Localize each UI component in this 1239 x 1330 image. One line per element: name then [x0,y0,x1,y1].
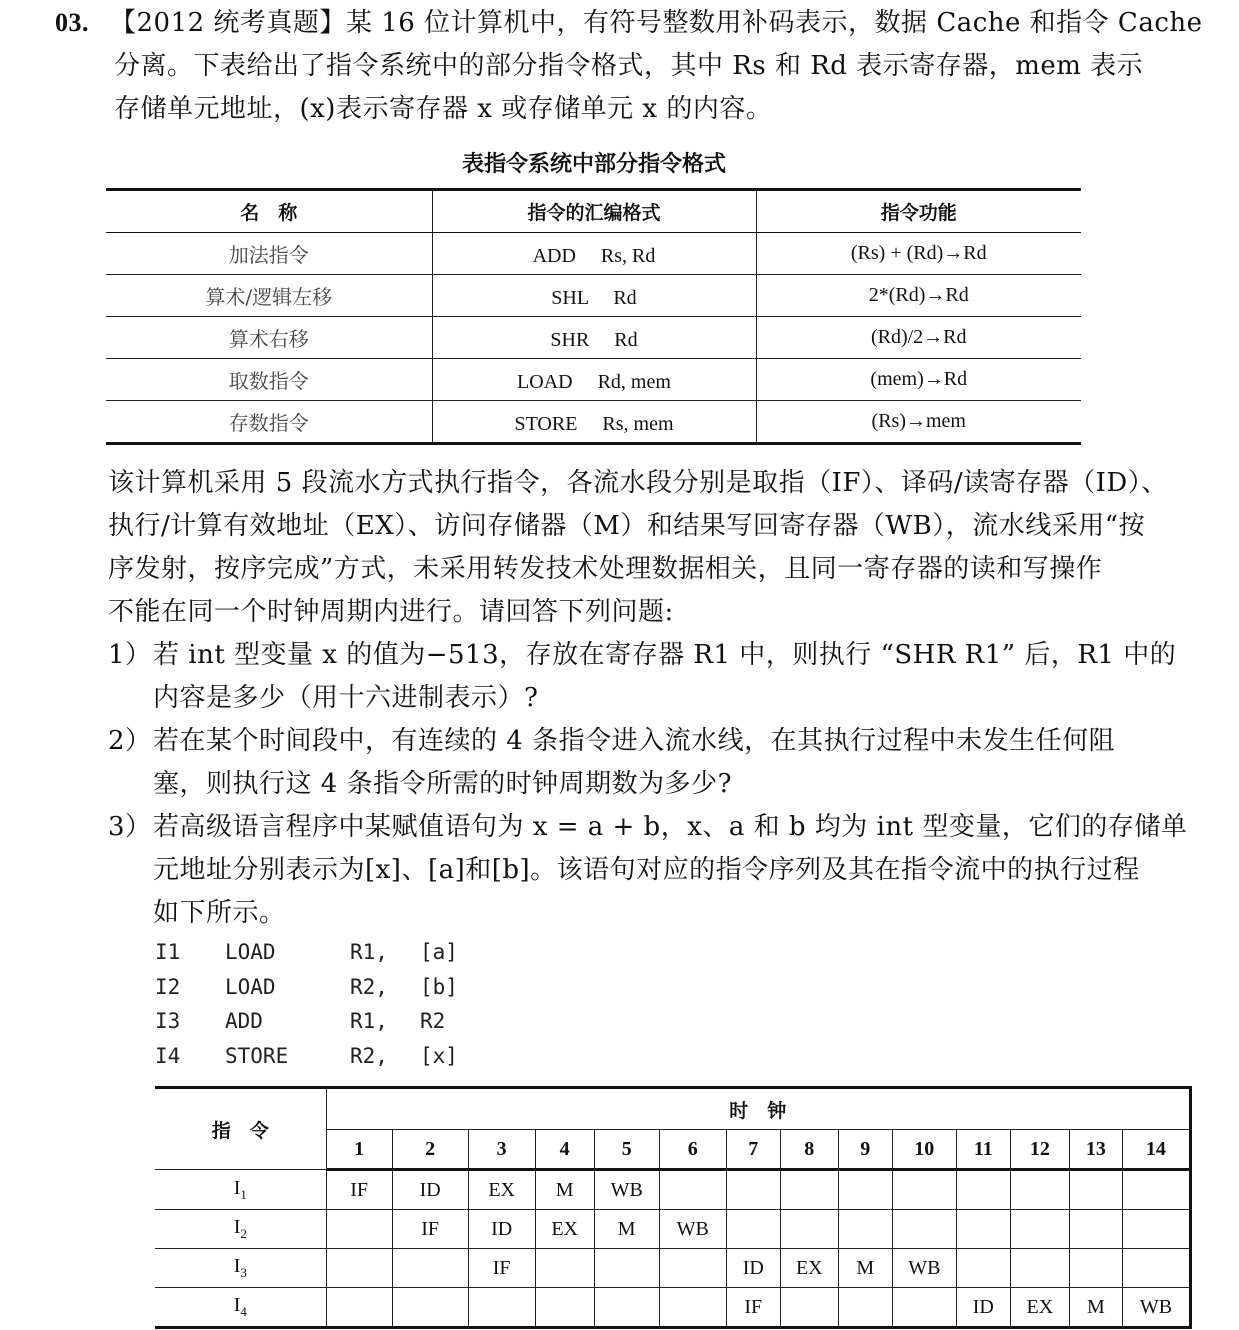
table-row [155,1170,1191,1210]
stage-cell [726,1210,780,1249]
code-label: I1 [155,940,181,964]
stage-cell: IF [726,1288,780,1328]
stage-cell [838,1210,892,1249]
cell-function: (mem)→Rd [756,359,1081,401]
clock-number: 7 [726,1130,780,1170]
cell-format: LOAD Rd, mem [432,359,756,401]
table1-header-row [106,190,1081,233]
code-operand: [a] [420,940,458,964]
header-function: 指令功能 [756,190,1081,233]
table-row [155,1249,1191,1288]
question-intro [0,0,1205,131]
paragraph-line: 执行/计算有效地址（EX）、访问存储器（M）和结果写回寄存器（WB），流水线采用“按 [108,511,1145,541]
stage-cell [956,1210,1010,1249]
table-row [155,1210,1191,1249]
pipeline-timing-table [155,1086,1192,1329]
paragraph-line: 若 int 型变量 x 的值为−513，存放在寄存器 R1 中，则执行 “SHR R1” 后，R1 中的 [153,640,1177,670]
cell-name: 存数指令 [106,401,432,444]
stage-cell [326,1210,392,1249]
stage-cell [726,1170,780,1210]
code-operand: R1, [350,940,388,964]
sub-question-number: 2） [108,726,152,756]
code-label: I4 [155,1043,181,1068]
clock-number: 3 [468,1130,535,1170]
cell-name: 取数指令 [106,359,432,401]
instruction-label: $I_2$ [155,1210,326,1249]
code-line [155,1004,458,1039]
stage-cell [780,1210,838,1249]
paragraph-line: 内容是多少（用十六进制表示）? [153,683,539,713]
code-label: I2 [155,974,181,999]
stage-cell [594,1249,659,1288]
cell-name: 算术/逻辑左移 [106,275,432,317]
intro-line-3: 存储单元地址，(x)表示寄存器 x 或存储单元 x 的内容。 [114,94,773,124]
paragraph-line: 如下所示。 [153,898,286,928]
code-opcode: LOAD [225,974,276,999]
stage-cell: IF [392,1210,468,1249]
stage-cell [1122,1170,1190,1210]
stage-cell: ID [392,1170,468,1210]
stage-cell [659,1288,726,1328]
clock-number: 5 [594,1130,659,1170]
paragraph-line: 元地址分别表示为[x]、[a]和[b]。该语句对应的指令序列及其在指令流中的执行过程 [153,855,1140,885]
stage-cell: WB [659,1210,726,1249]
instruction-format-table [106,188,1081,445]
instruction-label: $I_1$ [155,1170,326,1210]
stage-cell: ID [468,1210,535,1249]
stage-cell: M [1069,1288,1122,1328]
instruction-label: $I_3$ [155,1249,326,1288]
clock-number: 1 [326,1130,392,1170]
stage-cell [780,1170,838,1210]
stage-cell: EX [468,1170,535,1210]
cell-function: (Rd)/2→Rd [756,317,1081,359]
clock-number: 10 [892,1130,956,1170]
stage-cell [535,1288,594,1328]
clock-number: 11 [956,1130,1010,1170]
clock-number: 2 [392,1130,468,1170]
stage-cell [1069,1170,1122,1210]
code-line [155,970,458,1005]
sub-question-2 [108,720,1198,806]
clock-number: 13 [1069,1130,1122,1170]
cell-function: (Rs)→mem [756,401,1081,444]
table2-header-row [155,1088,1191,1130]
code-operand: R2 [420,1009,446,1033]
stage-cell [892,1210,956,1249]
stage-cell [838,1170,892,1210]
instruction-subscript: 3 [240,1265,247,1280]
code-opcode: LOAD [225,940,276,964]
cell-function: (Rs) + (Rd)→Rd [756,233,1081,275]
stage-cell [1010,1210,1069,1249]
stage-cell: EX [1010,1288,1069,1328]
cell-name: 算术右移 [106,317,432,359]
cell-format: STORE Rs, mem [432,401,756,444]
question-number: 03. [55,8,89,37]
clock-number: 4 [535,1130,594,1170]
instruction-subscript: 2 [240,1226,247,1241]
code-operand: R2, [350,1043,388,1068]
paragraph-line: 若在某个时间段中，有连续的 4 条指令进入流水线，在其执行过程中未发生任何阻 [153,726,1116,756]
paragraph-line: 序发射，按序完成”方式，未采用转发技术处理数据相关，且同一寄存器的读和写操作 [108,554,1103,584]
header-instruction: 指 令 [155,1088,326,1170]
stage-cell [1122,1249,1190,1288]
stage-cell: IF [468,1249,535,1288]
instruction-label: $I_4$ [155,1288,326,1328]
sub-question-number: 1） [108,640,152,670]
code-operand: [b] [420,974,458,999]
clock-number: 14 [1122,1130,1190,1170]
paragraph-line: 不能在同一个时钟周期内进行。请回答下列问题: [108,597,674,627]
stage-cell [535,1249,594,1288]
cell-format: ADD Rs, Rd [432,233,756,275]
stage-cell: IF [326,1170,392,1210]
stage-cell [956,1170,1010,1210]
code-opcode: ADD [225,1009,263,1033]
table-row [155,1288,1191,1328]
stage-cell [1069,1210,1122,1249]
stage-cell: EX [535,1210,594,1249]
code-operand: [x] [420,1043,458,1068]
code-line [155,935,458,970]
stage-cell [1010,1170,1069,1210]
stage-cell [1069,1249,1122,1288]
intro-line-1: 某 16 位计算机中，有符号整数用补码表示，数据 Cache 和指令 Cache [345,8,1203,38]
table-row [106,317,1081,359]
table1-caption: 表指令系统中部分指令格式 [461,152,726,177]
source-tag: 【2012 统考真题】 [110,8,346,38]
sub-question-1 [108,634,1198,720]
stage-cell [468,1288,535,1328]
table-row [106,359,1081,401]
stage-cell: ID [956,1288,1010,1328]
stage-cell [892,1288,956,1328]
clock-number: 9 [838,1130,892,1170]
clock-number: 12 [1010,1130,1069,1170]
stage-cell [892,1170,956,1210]
stage-cell [956,1249,1010,1288]
stage-cell [594,1288,659,1328]
stage-cell: M [594,1210,659,1249]
code-line [155,1039,458,1074]
paragraph-line: 若高级语言程序中某赋值语句为 x = a + b，x、a 和 b 均为 int 型变量，它们的存储单 [153,812,1188,842]
cell-format: SHR Rd [432,317,756,359]
clock-number: 6 [659,1130,726,1170]
stage-cell [1122,1210,1190,1249]
paragraph-line: 该计算机采用 5 段流水方式执行指令，各流水段分别是取指（IF）、译码/读寄存器（ID）、 [108,468,1168,498]
code-operand: R1, [350,1009,388,1033]
table-row [106,233,1081,275]
sub-question-3 [108,806,1198,935]
code-operand: R2, [350,974,388,999]
stage-cell [838,1288,892,1328]
clock-number: 8 [780,1130,838,1170]
instruction-subscript: 4 [240,1304,247,1319]
stage-cell: WB [1122,1288,1190,1328]
stage-cell [1010,1249,1069,1288]
paragraph-line: 塞，则执行这 4 条指令所需的时钟周期数为多少? [153,769,733,799]
header-asm-format: 指令的汇编格式 [432,190,756,233]
instruction-subscript: 1 [240,1186,247,1202]
stage-cell [659,1170,726,1210]
stage-cell: M [535,1170,594,1210]
cell-format: SHL Rd [432,275,756,317]
stage-cell: EX [780,1249,838,1288]
table-row [106,275,1081,317]
stage-cell: WB [594,1170,659,1210]
stage-cell: ID [726,1249,780,1288]
intro-line-2: 分离。下表给出了指令系统中的部分指令格式，其中 Rs 和 Rd 表示寄存器，mem 表示 [114,51,1144,81]
code-label: I3 [155,1009,181,1033]
cell-function: 2*(Rd)→Rd [756,275,1081,317]
header-name: 名 称 [106,190,432,233]
stage-cell [326,1249,392,1288]
stage-cell [659,1249,726,1288]
stage-cell [326,1288,392,1328]
cell-name: 加法指令 [106,233,432,275]
question-body [108,462,1198,935]
stage-cell [392,1249,468,1288]
stage-cell [392,1288,468,1328]
table-row [106,401,1081,444]
stage-cell [780,1288,838,1328]
header-clock: 时 钟 [326,1088,1190,1130]
code-opcode: STORE [225,1043,289,1068]
sub-question-number: 3） [108,812,152,842]
instruction-sequence [155,935,458,1073]
stage-cell: WB [892,1249,956,1288]
stage-cell: M [838,1249,892,1288]
